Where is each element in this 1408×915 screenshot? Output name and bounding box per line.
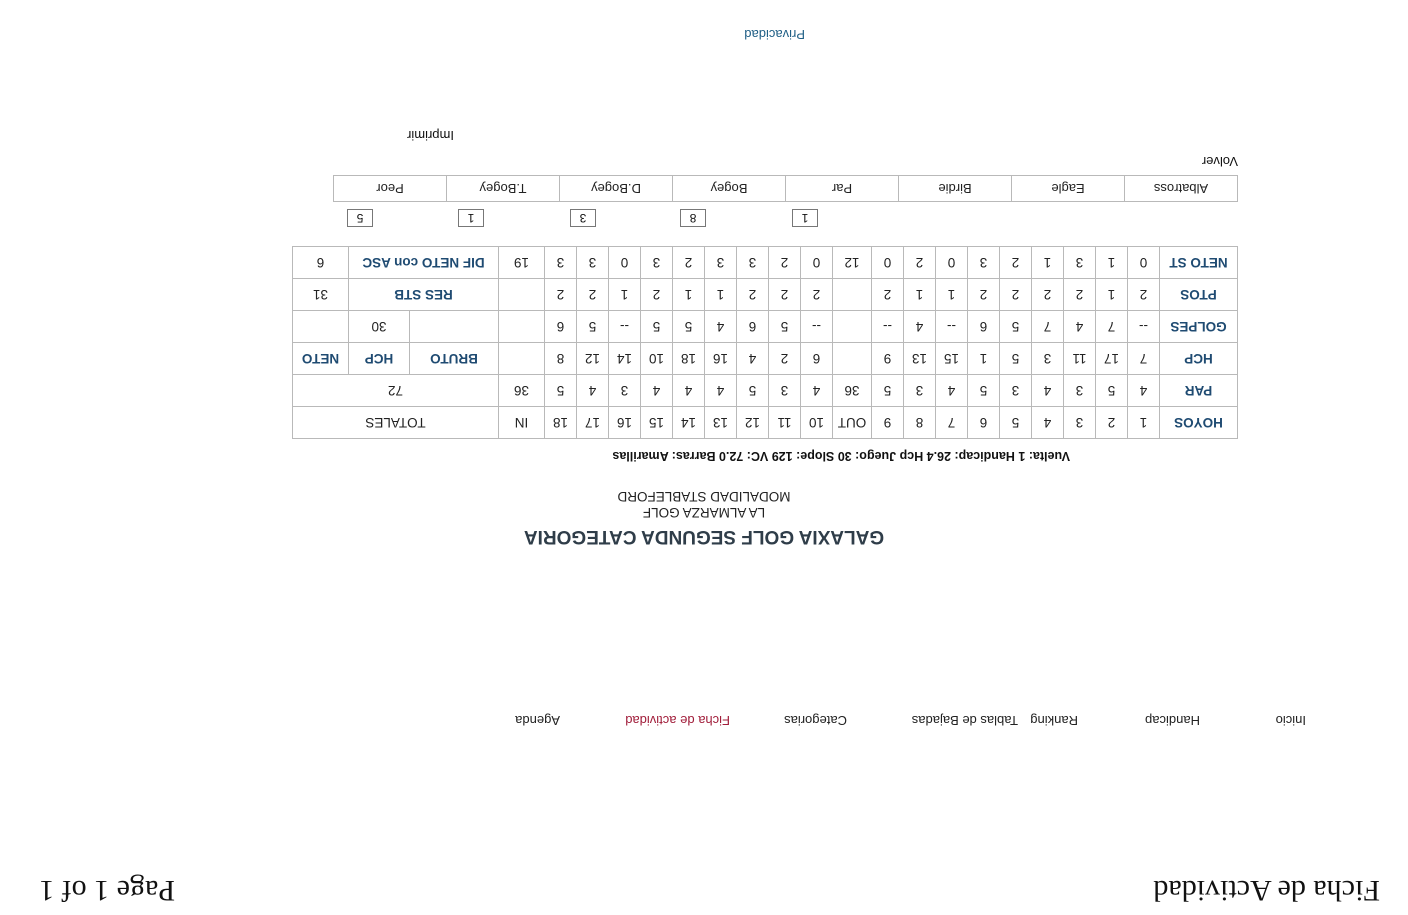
par-value: 3: [1064, 375, 1096, 407]
summary-par: Par: [786, 176, 899, 202]
hcp-row: [293, 343, 1238, 375]
golpes-value: 6: [968, 311, 1000, 343]
count-t-bogey: 1: [458, 209, 484, 227]
in-header: IN: [499, 407, 545, 439]
summary-t-bogey: T.Bogey: [447, 176, 560, 202]
hole-number: 14: [673, 407, 705, 439]
golpes-value: 5: [673, 311, 705, 343]
hcp-value: 1: [968, 343, 1000, 375]
out-header: OUT: [833, 407, 872, 439]
ptos-value: 1: [904, 279, 936, 311]
dif-neto-value: 6: [293, 247, 349, 279]
ptos-value: 2: [545, 279, 577, 311]
golpes-in-empty: [499, 311, 545, 343]
hole-number: 15: [641, 407, 673, 439]
ptos-value: 1: [1096, 279, 1128, 311]
hcp-value: 9: [872, 343, 904, 375]
par-value: 5: [872, 375, 904, 407]
golpes-value: 4: [904, 311, 936, 343]
golpes-out-empty: [833, 311, 872, 343]
par-value: 5: [545, 375, 577, 407]
hcp-value: 4: [737, 343, 769, 375]
hcp-value: 5: [1000, 343, 1032, 375]
ptos-value: 2: [641, 279, 673, 311]
neto-st-value: 2: [1000, 247, 1032, 279]
hcp-value: 18: [673, 343, 705, 375]
par-value: 3: [609, 375, 641, 407]
nav-item-tablas-de-bajadas[interactable]: Tablas de Bajadas: [911, 713, 1018, 728]
ptos-value: 2: [737, 279, 769, 311]
neto-st-value: 3: [641, 247, 673, 279]
hole-number: 8: [904, 407, 936, 439]
golpes-value: 6: [545, 311, 577, 343]
count-par: 1: [792, 209, 818, 227]
golpes-value: 4: [1064, 311, 1096, 343]
course-name: LA ALMARZA GOLF: [642, 505, 766, 520]
par-value: 4: [801, 375, 833, 407]
hole-number: 7: [936, 407, 968, 439]
hcp-value: 15: [936, 343, 968, 375]
hole-number: 18: [545, 407, 577, 439]
hcp-in-empty: [499, 343, 545, 375]
golpes-value: 4: [705, 311, 737, 343]
golpes-value: 5: [577, 311, 609, 343]
imprimir-link[interactable]: Imprimir: [407, 128, 454, 143]
print-header-page: Page 1 of 1: [39, 874, 175, 907]
count-peor: 5: [347, 209, 373, 227]
par-value: 5: [1096, 375, 1128, 407]
par-in: 36: [499, 375, 545, 407]
summary-table: [333, 175, 1238, 202]
hcp-value: 14: [609, 343, 641, 375]
hcp-out-empty: [833, 343, 872, 375]
hole-number: 16: [609, 407, 641, 439]
neto-st-value: 3: [968, 247, 1000, 279]
hole-number: 11: [769, 407, 801, 439]
row-label-neto-st: NETO ST: [1160, 247, 1238, 279]
par-total: 72: [293, 375, 499, 407]
hcp-value: 3: [1032, 343, 1064, 375]
ptos-value: 2: [1128, 279, 1160, 311]
golpes-value: 5: [769, 311, 801, 343]
hole-number: 9: [872, 407, 904, 439]
totales-header: TOTALES: [293, 407, 499, 439]
neto-st-out: 12: [833, 247, 872, 279]
ptos-value: 1: [936, 279, 968, 311]
neto-st-value: 2: [673, 247, 705, 279]
golpes-value: 7: [1032, 311, 1064, 343]
par-value: 3: [769, 375, 801, 407]
volver-link[interactable]: Volver: [1201, 154, 1238, 169]
hcp-value: 6: [801, 343, 833, 375]
ptos-in-empty: [499, 279, 545, 311]
neto-header: NETO: [293, 343, 349, 375]
par-value: 4: [673, 375, 705, 407]
hole-number: 17: [577, 407, 609, 439]
ptos-value: 2: [769, 279, 801, 311]
nav-item-categorias[interactable]: Categorias: [784, 713, 847, 728]
neto-st-value: 1: [1032, 247, 1064, 279]
ptos-out-empty: [833, 279, 872, 311]
scorecard-table: [292, 246, 1238, 439]
ptos-value: 1: [609, 279, 641, 311]
nav-bar: [0, 708, 1408, 728]
hcp-value: 16: [705, 343, 737, 375]
par-value: 4: [1032, 375, 1064, 407]
hole-number: 3: [1064, 407, 1096, 439]
golpes-value: --: [1128, 311, 1160, 343]
ptos-value: 1: [673, 279, 705, 311]
par-row: [293, 375, 1238, 407]
summary-albatross: Albatross: [1125, 176, 1238, 202]
neto-st-value: 1: [1096, 247, 1128, 279]
hcp-header: HCP: [349, 343, 410, 375]
hcp-value: 10: [641, 343, 673, 375]
golpes-value: --: [609, 311, 641, 343]
neto-st-value: 0: [801, 247, 833, 279]
hcp-value: 11: [1064, 343, 1096, 375]
privacidad-link[interactable]: Privacidad: [744, 27, 805, 42]
par-value: 4: [1128, 375, 1160, 407]
summary-eagle: Eagle: [1012, 176, 1125, 202]
ptos-value: 2: [872, 279, 904, 311]
hole-number: 2: [1096, 407, 1128, 439]
nav-item-inicio[interactable]: Inicio: [1275, 713, 1306, 728]
summary-birdie: Birdie: [899, 176, 1012, 202]
golpes-value: 7: [1096, 311, 1128, 343]
hole-number: 1: [1128, 407, 1160, 439]
nav-item-ranking[interactable]: Ranking: [1030, 713, 1078, 728]
par-value: 5: [737, 375, 769, 407]
event-title: GALAXIA GOLF SEGUNDA CATEGORIA: [523, 526, 885, 547]
ptos-value: 2: [1000, 279, 1032, 311]
row-label-golpes: GOLPES: [1160, 311, 1238, 343]
par-value: 4: [705, 375, 737, 407]
round-info: Vuelta: 1 Handicap: 26.4 Hcp Juego: 30 Slope: 129 VC: 72.0 Barras: Amarillas: [612, 449, 1070, 463]
golpes-row: [293, 311, 1238, 343]
neto-st-value: 3: [545, 247, 577, 279]
nav-item-agenda[interactable]: Agenda: [515, 713, 560, 728]
row-label-ptos: PTOS: [1160, 279, 1238, 311]
neto-st-value: 3: [577, 247, 609, 279]
golpes-total: 30: [349, 311, 410, 343]
hole-number: 6: [968, 407, 1000, 439]
ptos-value: 2: [801, 279, 833, 311]
hole-number: 13: [705, 407, 737, 439]
hole-number: 12: [737, 407, 769, 439]
hcp-value: 17: [1096, 343, 1128, 375]
neto-st-value: 3: [705, 247, 737, 279]
neto-st-value: 2: [769, 247, 801, 279]
hcp-value: 2: [769, 343, 801, 375]
hcp-value: 13: [904, 343, 936, 375]
par-value: 5: [968, 375, 1000, 407]
hcp-value: 8: [545, 343, 577, 375]
golpes-value: 5: [1000, 311, 1032, 343]
par-value: 3: [1000, 375, 1032, 407]
ptos-value: 2: [577, 279, 609, 311]
hole-number: 4: [1032, 407, 1064, 439]
summary-peor: Peor: [334, 176, 447, 202]
neto-st-in: 19: [499, 247, 545, 279]
row-label-hoyos: HOYOS: [1160, 407, 1238, 439]
hcp-value: 7: [1128, 343, 1160, 375]
golpes-value: --: [801, 311, 833, 343]
print-header-title: Ficha de Actividad: [1153, 874, 1380, 907]
ptos-value: 2: [968, 279, 1000, 311]
hcp-value: 12: [577, 343, 609, 375]
nav-item-handicap[interactable]: Handicap: [1145, 713, 1200, 728]
summary-bogey: Bogey: [673, 176, 786, 202]
ptos-value: 1: [705, 279, 737, 311]
hole-number: 5: [1000, 407, 1032, 439]
row-label-par: PAR: [1160, 375, 1238, 407]
res-stb-value: 31: [293, 279, 349, 311]
count-d-bogey: 3: [570, 209, 596, 227]
neto-st-value: 2: [904, 247, 936, 279]
summary-header-row: [334, 176, 1238, 202]
golpes-neto-empty: [293, 311, 349, 343]
golpes-value: 6: [737, 311, 769, 343]
golpes-value: --: [936, 311, 968, 343]
row-label-hcp: HCP: [1160, 343, 1238, 375]
ptos-value: 2: [1064, 279, 1096, 311]
game-mode: MODALIDAD STABLEFORD: [617, 489, 791, 504]
dif-neto-label: DIF NETO con ASC: [349, 247, 499, 279]
neto-st-value: 0: [609, 247, 641, 279]
par-value: 4: [577, 375, 609, 407]
summary-d-bogey: D.Bogey: [560, 176, 673, 202]
neto-st-value: 3: [1064, 247, 1096, 279]
golpes-value: --: [872, 311, 904, 343]
ptos-value: 2: [1032, 279, 1064, 311]
bruto-header: BRUTO: [410, 343, 499, 375]
neto-st-row: [293, 247, 1238, 279]
golpes-bruto-empty: [410, 311, 499, 343]
par-value: 4: [641, 375, 673, 407]
golpes-value: 5: [641, 311, 673, 343]
hoyos-row: [293, 407, 1238, 439]
par-out: 36: [833, 375, 872, 407]
neto-st-value: 0: [872, 247, 904, 279]
nav-item-ficha-de-actividad[interactable]: Ficha de actividad: [625, 713, 730, 728]
neto-st-value: 0: [1128, 247, 1160, 279]
res-stb-label: RES STB: [349, 279, 499, 311]
par-value: 3: [904, 375, 936, 407]
hole-number: 10: [801, 407, 833, 439]
count-bogey: 8: [680, 209, 706, 227]
par-value: 4: [936, 375, 968, 407]
neto-st-value: 0: [936, 247, 968, 279]
neto-st-value: 3: [737, 247, 769, 279]
ptos-row: [293, 279, 1238, 311]
